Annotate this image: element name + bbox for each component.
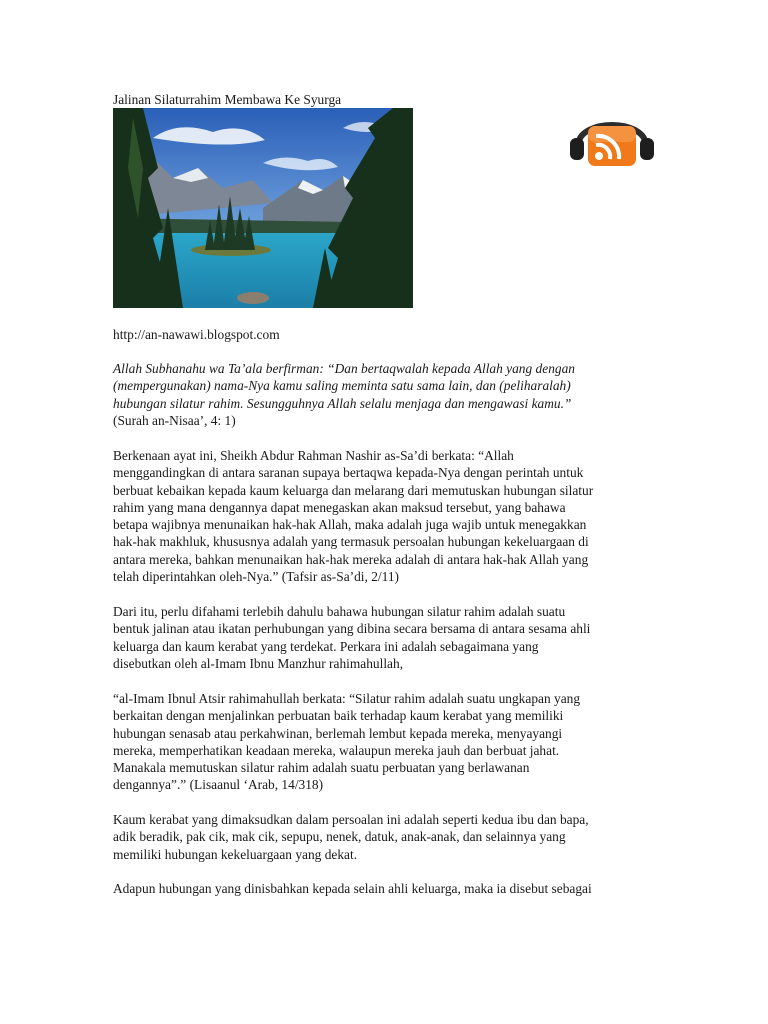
text-line: hubungan silatur rahim. Sesungguhnya Allah selalu menjaga dan mengawasi kamu.”: [113, 395, 572, 411]
text-line: Berkenaan ayat ini, Sheikh Abdur Rahman Nashir as-Sa’di berkata: “Allah: [113, 448, 514, 463]
text-line: memiliki hubungan kekeluargaan yang dekat.: [113, 846, 358, 862]
text-line: rahim yang mana dengannya dapat menegaskan akan maksud tersebut, yang bahawa: [113, 499, 566, 515]
text-line: betapa wajibnya menunaikan hak-hak Allah, maka adalah juga wajib untuk menegakkan: [113, 517, 587, 533]
text-line: Manakala memutuskan silatur rahim adalah suatu perbuatan yang berlawanan: [113, 760, 530, 776]
text-line: berkaitan dengan menjalinkan perbuatan baik terhadap kaum kerabat yang memiliki: [113, 708, 564, 724]
text-line: Kaum kerabat yang dimaksudkan dalam persoalan ini adalah seperti kedua ibu dan bapa,: [113, 812, 589, 827]
text-line: adik beradik, pak cik, mak cik, sepupu, nenek, datuk, anak-anak, dan selainnya yang: [113, 829, 566, 845]
document-title: Jalinan Silaturrahim Membawa Ke Syurga: [113, 92, 342, 107]
text-line: disebutkan oleh al-Imam Ibnu Manzhur rahimahullah,: [113, 655, 404, 671]
definition-paragraph: [113, 603, 658, 672]
text-line: hak-hak makhluk, khususnya adalah yang termasuk persoalan hubungan kekeluargaan di: [113, 534, 589, 550]
tafsir-paragraph: [113, 447, 658, 585]
text-line: (mempergunakan) nama-Nya kamu saling meminta satu sama lain, dan (peliharalah): [113, 378, 571, 394]
lake-landscape-photo: [113, 108, 413, 308]
text-line: keluarga dan kaum kerabat yang terdekat. Perkara ini adalah sebagaimana yang: [113, 638, 539, 654]
source-url: http://an-nawawi.blogspot.com: [113, 327, 280, 342]
text-line: hubungan senasab atau perkahwinan, berlemah lembut kepada mereka, menyayangi: [113, 725, 563, 741]
text-line: berbuat kebaikan kepada kaum keluarga dan melarang dari memutuskan hubungan silatur: [113, 482, 594, 498]
text-line: menggandingkan di antara saranan supaya bertaqwa kepada-Nya dengan perintah untuk: [113, 465, 584, 481]
text-line: dengannya”.” (Lisaanul ‘Arab, 14/318): [113, 777, 324, 793]
closing-paragraph: [113, 880, 658, 897]
text-line: Adapun hubungan yang dinisbahkan kepada selain ahli keluarga, maka ia disebut sebagai: [113, 881, 592, 896]
text-line: mereka, memperhatikan keadaan mereka, walaupun mereka jauh dan berbuat jahat.: [113, 742, 560, 758]
citation-paragraph: [113, 690, 658, 794]
kinship-paragraph: [113, 811, 658, 863]
text-line: Allah Subhanahu wa Ta’ala berfirman: “Dan bertaqwalah kepada Allah yang dengan: [113, 361, 575, 376]
text-line: (Surah an-Nisaa’, 4: 1): [113, 412, 236, 428]
text-line: antara mereka, bahkan menunaikan hak-hak mereka adalah di antara hak-hak Allah yang: [113, 551, 589, 567]
text-line: bentuk jalinan atau ikatan perhubungan yang dibina secara bersama di antara sesama ahli: [113, 621, 591, 637]
text-line: “al-Imam Ibnul Atsir rahimahullah berkata: “Silatur rahim adalah suatu ungkapan yang: [113, 691, 581, 706]
quran-verse-paragraph: [113, 360, 658, 429]
text-line: Dari itu, perlu difahami terlebih dahulu bahawa hubungan silatur rahim adalah suatu: [113, 604, 566, 619]
text-line: telah diperintahkan oleh-Nya.” (Tafsir as-Sa’di, 2/11): [113, 569, 399, 585]
rss-headphones-icon: [566, 104, 658, 170]
